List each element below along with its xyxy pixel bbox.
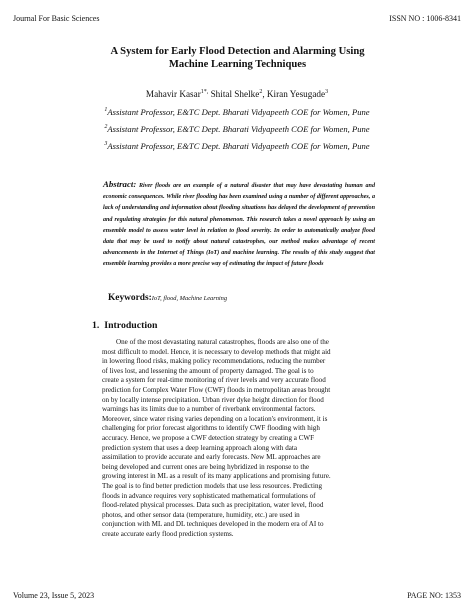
title-line-1: A System for Early Flood Detection and Alarming Using — [110, 46, 365, 57]
body-line: floods in advance requires very sophisticated mathematical formulations of — [102, 491, 316, 500]
keywords-text: IoT, flood, Machine Learning — [151, 295, 228, 302]
body-line: conjunction with ML and DL techniques developed in the modern era of AI to — [102, 520, 324, 529]
body-line: prediction for Complex Water Flow (CWF) floods in metropolitan areas brought — [102, 385, 331, 394]
body-line: growing interest in ML as a result of its many applications and promising future. — [102, 472, 331, 481]
author-3-mark: 3 — [325, 89, 329, 95]
abstract-label: Abstract — [103, 179, 134, 189]
affiliation-1-text: Assistant Professor, E&TC Dept. Bharati Vidyapeeth COE for Women, Pune — [107, 107, 370, 117]
author-1: Mahavir Kasar — [145, 89, 201, 100]
body-line: challenging for prior forecast algorithms to identify CWF flooding with high — [102, 424, 320, 433]
affiliation-2-text: Assistant Professor, E&TC Dept. Bharati Vidyapeeth COE for Women, Pune — [107, 124, 370, 134]
affiliation-1 — [0, 107, 474, 117]
body-line: in lowering flood risks, making policy recommendations, reducing the number — [102, 357, 326, 366]
affiliation-1-mark: 1 — [104, 107, 108, 114]
body-line: most difficult to model. Hence, it is necessary to develop methods that might aid — [102, 347, 331, 356]
body-line: accuracy. Hence, we propose a CWF detection strategy by creating a CWF — [102, 433, 315, 442]
body-line: being developed and current ones are being hybridized in response to the — [102, 462, 310, 471]
body-line: flood-related physical processes. Data such as precipitation, water level, flood — [102, 501, 324, 510]
keywords-colon: : — [148, 293, 152, 303]
author-2: Shital Shelke — [208, 89, 260, 100]
title-line-2: Machine Learning Techniques — [168, 59, 307, 70]
abstract-block — [103, 179, 375, 271]
body-line: on by locally intense precipitation. Urban river dyke height direction for flood — [102, 395, 324, 404]
page-number: PAGE NO: 1353 — [407, 591, 461, 600]
affiliation-2-mark: 2 — [104, 124, 108, 131]
keywords-label: Keywords — [108, 293, 149, 303]
author-list — [0, 89, 474, 99]
author-1-mark: 1*, — [200, 89, 209, 95]
body-line: create a system for real-time monitoring of river levels and very accurate flood — [102, 376, 326, 385]
body-line: of lives lost, and lessening the amount of property damaged. The goal is to — [102, 366, 314, 375]
body-line: assimilation to provide accurate and early forecasts. New ML approaches are — [102, 453, 321, 462]
keywords-block — [108, 293, 227, 303]
author-3: , Kiran Yesugade — [262, 89, 326, 100]
introduction-body — [102, 338, 375, 539]
affiliation-3-text: Assistant Professor, E&TC Dept. Bharati Vidyapeeth COE for Women, Pune — [107, 141, 370, 151]
affiliation-2 — [0, 124, 474, 134]
abstract-colon: : — [133, 179, 137, 189]
body-line: One of the most devastating natural catastrophes, floods are also one of the — [116, 338, 329, 346]
body-line: Moreover, since water rising varies depending on a location's environment, it is — [102, 414, 328, 423]
affiliation-3 — [0, 141, 474, 151]
body-line: warnings has its limits due to a number of riverbank environmental factors. — [102, 405, 316, 414]
paper-title — [60, 45, 415, 71]
body-line: photos, and other sensor data (temperature, humidity, etc.) are used in — [102, 510, 300, 519]
abstract-text: River floods are an example of a natural disaster that may have devastating human and economic consequences. While river flooding has been examined using a number of different approaches, a lack of understanding and information about flooding situations has delayed the development of prevention and regulating strategies for this natural phenomenon. This research takes a novel approach by using an ensemble model to assess water level in relation to flood severity. In order to automatically analyze flood data that may be used to notify about natural catastrophes, our method makes advantage of recent advancements in the Internet of Things (IoT) and machine learning. The results of this study suggest that ensemble learning provides a more precise way of estimating the impact of future floods — [103, 183, 375, 268]
author-2-mark: 2 — [259, 89, 263, 95]
body-line: prediction system that uses a deep learning approach along with data — [102, 443, 298, 452]
body-line: The goal is to find better prediction models that use less resources. Predicting — [102, 481, 323, 490]
journal-name: Journal For Basic Sciences — [13, 14, 100, 23]
section-title: Introduction — [104, 320, 158, 331]
body-line: create accurate early flood prediction systems. — [102, 529, 234, 538]
issn-number: ISSN NO : 1006-8341 — [389, 14, 461, 23]
section-number: 1. — [92, 320, 100, 331]
volume-issue: Volume 23, Issue 5, 2023 — [13, 591, 95, 600]
section-heading — [92, 320, 157, 331]
affiliation-3-mark: 3 — [104, 141, 108, 148]
